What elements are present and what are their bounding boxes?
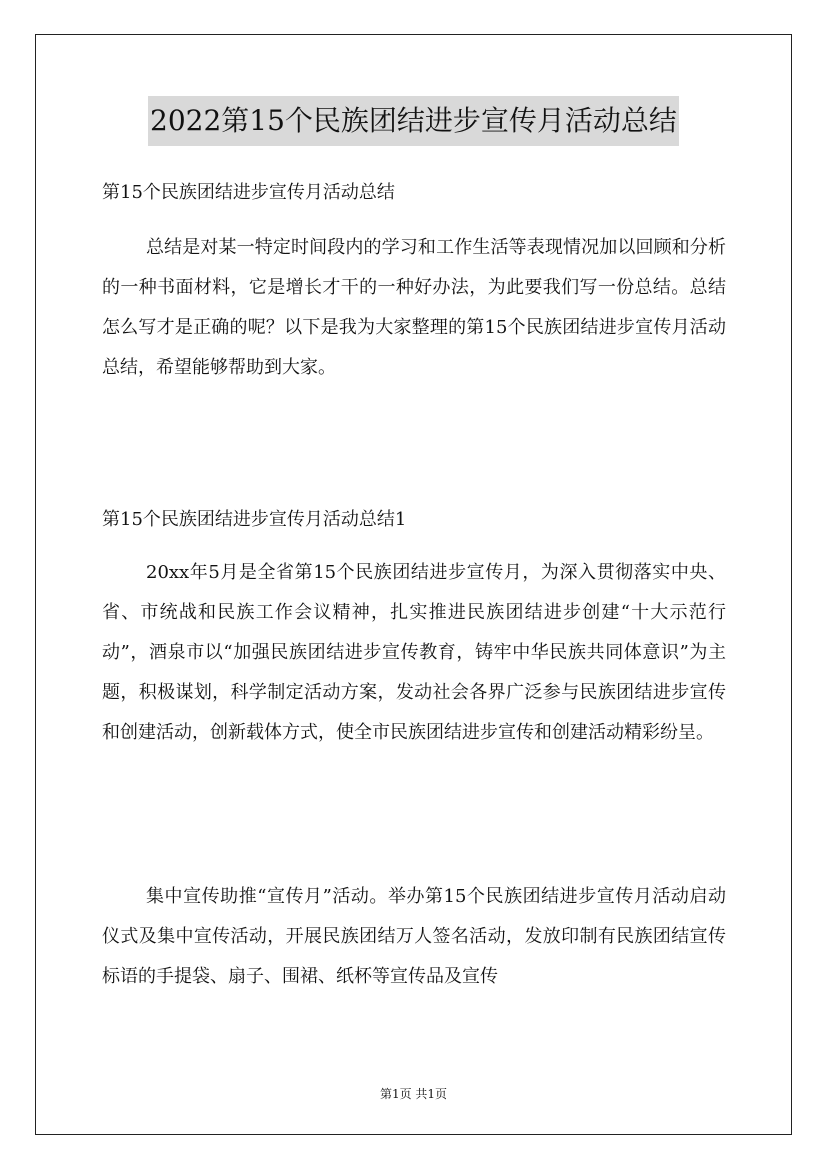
section-paragraph-1: 20xx年5月是全省第15个民族团结进步宣传月，为深入贯彻落实中央、省、市统战和民族工作会议精神，扎实推进民族团结进步创建“十大示范行动”，酒泉市以“加强民族团结进步宣传教育，铸牢中华民族共同体意识”为主题，积极谋划，科学制定活动方案，发动社会各界广泛参与民族团结进步宣传和创建活动，创新载体方式，使全市民族团结进步宣传和创建活动精彩纷呈。 <box>102 562 726 743</box>
intro-paragraph: 总结是对某一特定时间段内的学习和工作生活等表现情况加以回顾和分析的一种书面材料，它是增长才干的一种好办法，为此要我们写一份总结。总结怎么写才是正确的呢？以下是我为大家整理的第15个民族团结进步宣传月活动总结，希望能够帮助到大家。 <box>102 237 726 378</box>
title-container <box>0 96 827 146</box>
document-title: 2022第15个民族团结进步宣传月活动总结 <box>148 96 679 146</box>
section-heading: 第15个民族团结进步宣传月活动总结1 <box>102 509 407 530</box>
section-paragraph-2: 集中宣传助推“宣传月”活动。举办第15个民族团结进步宣传月活动启动仪式及集中宣传活动，开展民族团结万人签名活动，发放印制有民族团结宣传标语的手提袋、扇子、围裙、纸杯等宣传品及宣传 <box>102 886 726 987</box>
page-footer: 第1页 共1页 <box>379 1087 448 1101</box>
subtitle: 第15个民族团结进步宣传月活动总结 <box>102 182 395 203</box>
